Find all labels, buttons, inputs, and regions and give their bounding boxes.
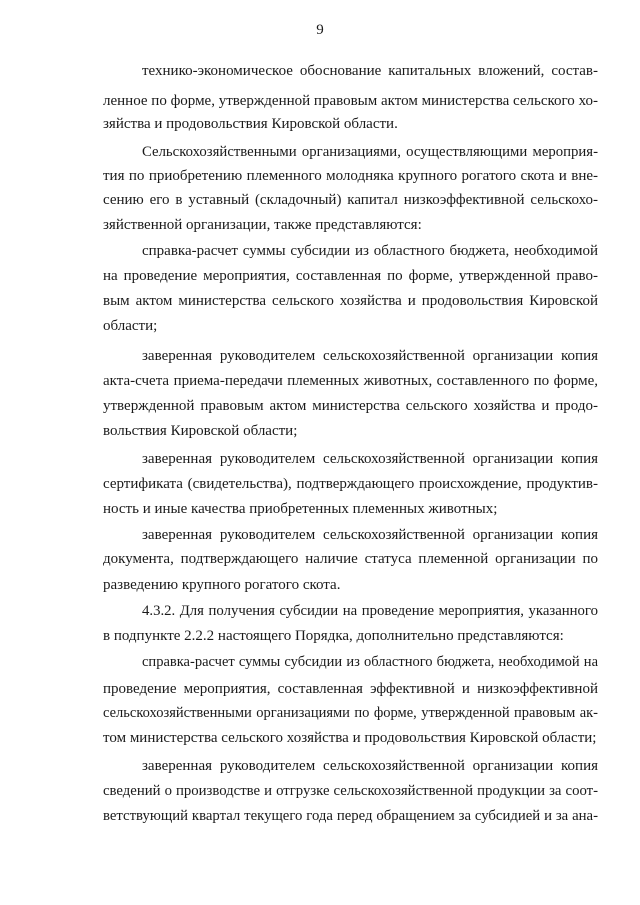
body-line: ленное по форме, утвержденной правовым актом министерства сельского хо- bbox=[103, 93, 598, 109]
body-line: справка-расчет суммы субсидии из областного бюджета, необходимой на bbox=[142, 654, 598, 670]
body-line: ветствующий квартал текущего года перед обращением за субсидией и за ана- bbox=[103, 808, 598, 824]
body-line: вольствия Кировской области; bbox=[103, 423, 298, 439]
body-line: области; bbox=[103, 318, 158, 334]
body-line: акта-счета приема-передачи племенных животных, составленного по форме, bbox=[103, 373, 598, 389]
body-line: вым актом министерства сельского хозяйства и продовольствия Кировской bbox=[103, 293, 598, 309]
page-number: 9 bbox=[316, 22, 324, 38]
body-line: зяйства и продовольствия Кировской области. bbox=[103, 116, 398, 132]
body-line: ность и иные качества приобретенных племенных животных; bbox=[103, 501, 498, 517]
body-line: утвержденной правовым актом министерства сельского хозяйства и продо- bbox=[103, 398, 598, 414]
body-line: документа, подтверждающего наличие статуса племенной организации по bbox=[103, 551, 598, 567]
body-line: сельскохозяйственными организациями по форме, утвержденной правовым ак- bbox=[103, 705, 598, 721]
body-line: сертификата (свидетельства), подтверждающего происхождение, продуктив- bbox=[103, 476, 598, 492]
body-line: сению его в уставный (складочный) капитал низкоэффективной сельскохо- bbox=[103, 192, 598, 208]
body-line: проведение мероприятия, составленная эффективной и низкоэффективной bbox=[103, 681, 598, 697]
body-line: на проведение мероприятия, составленная по форме, утвержденной право- bbox=[103, 268, 598, 284]
body-line: тия по приобретению племенного молодняка крупного рогатого скота и вне- bbox=[103, 168, 598, 184]
body-line: зяйственной организации, также представляются: bbox=[103, 217, 422, 233]
body-line: Сельскохозяйственными организациями, осуществляющими мероприя- bbox=[142, 144, 598, 160]
body-line: заверенная руководителем сельскохозяйственной организации копия bbox=[142, 758, 598, 774]
body-line: заверенная руководителем сельскохозяйственной организации копия bbox=[142, 348, 598, 364]
body-line: 4.3.2. Для получения субсидии на проведение мероприятия, указанного bbox=[142, 603, 598, 619]
body-line: справка-расчет суммы субсидии из областного бюджета, необходимой bbox=[142, 243, 598, 259]
body-line: том министерства сельского хозяйства и продовольствия Кировской области; bbox=[103, 730, 597, 746]
body-line: разведению крупного рогатого скота. bbox=[103, 577, 341, 593]
body-line: сведений о производстве и отгрузке сельскохозяйственной продукции за соот- bbox=[103, 783, 598, 799]
body-line: заверенная руководителем сельскохозяйственной организации копия bbox=[142, 451, 598, 467]
body-line: заверенная руководителем сельскохозяйственной организации копия bbox=[142, 527, 598, 543]
body-line: технико-экономическое обоснование капитальных вложений, состав- bbox=[142, 63, 598, 79]
body-line: в подпункте 2.2.2 настоящего Порядка, дополнительно представляются: bbox=[103, 628, 564, 644]
